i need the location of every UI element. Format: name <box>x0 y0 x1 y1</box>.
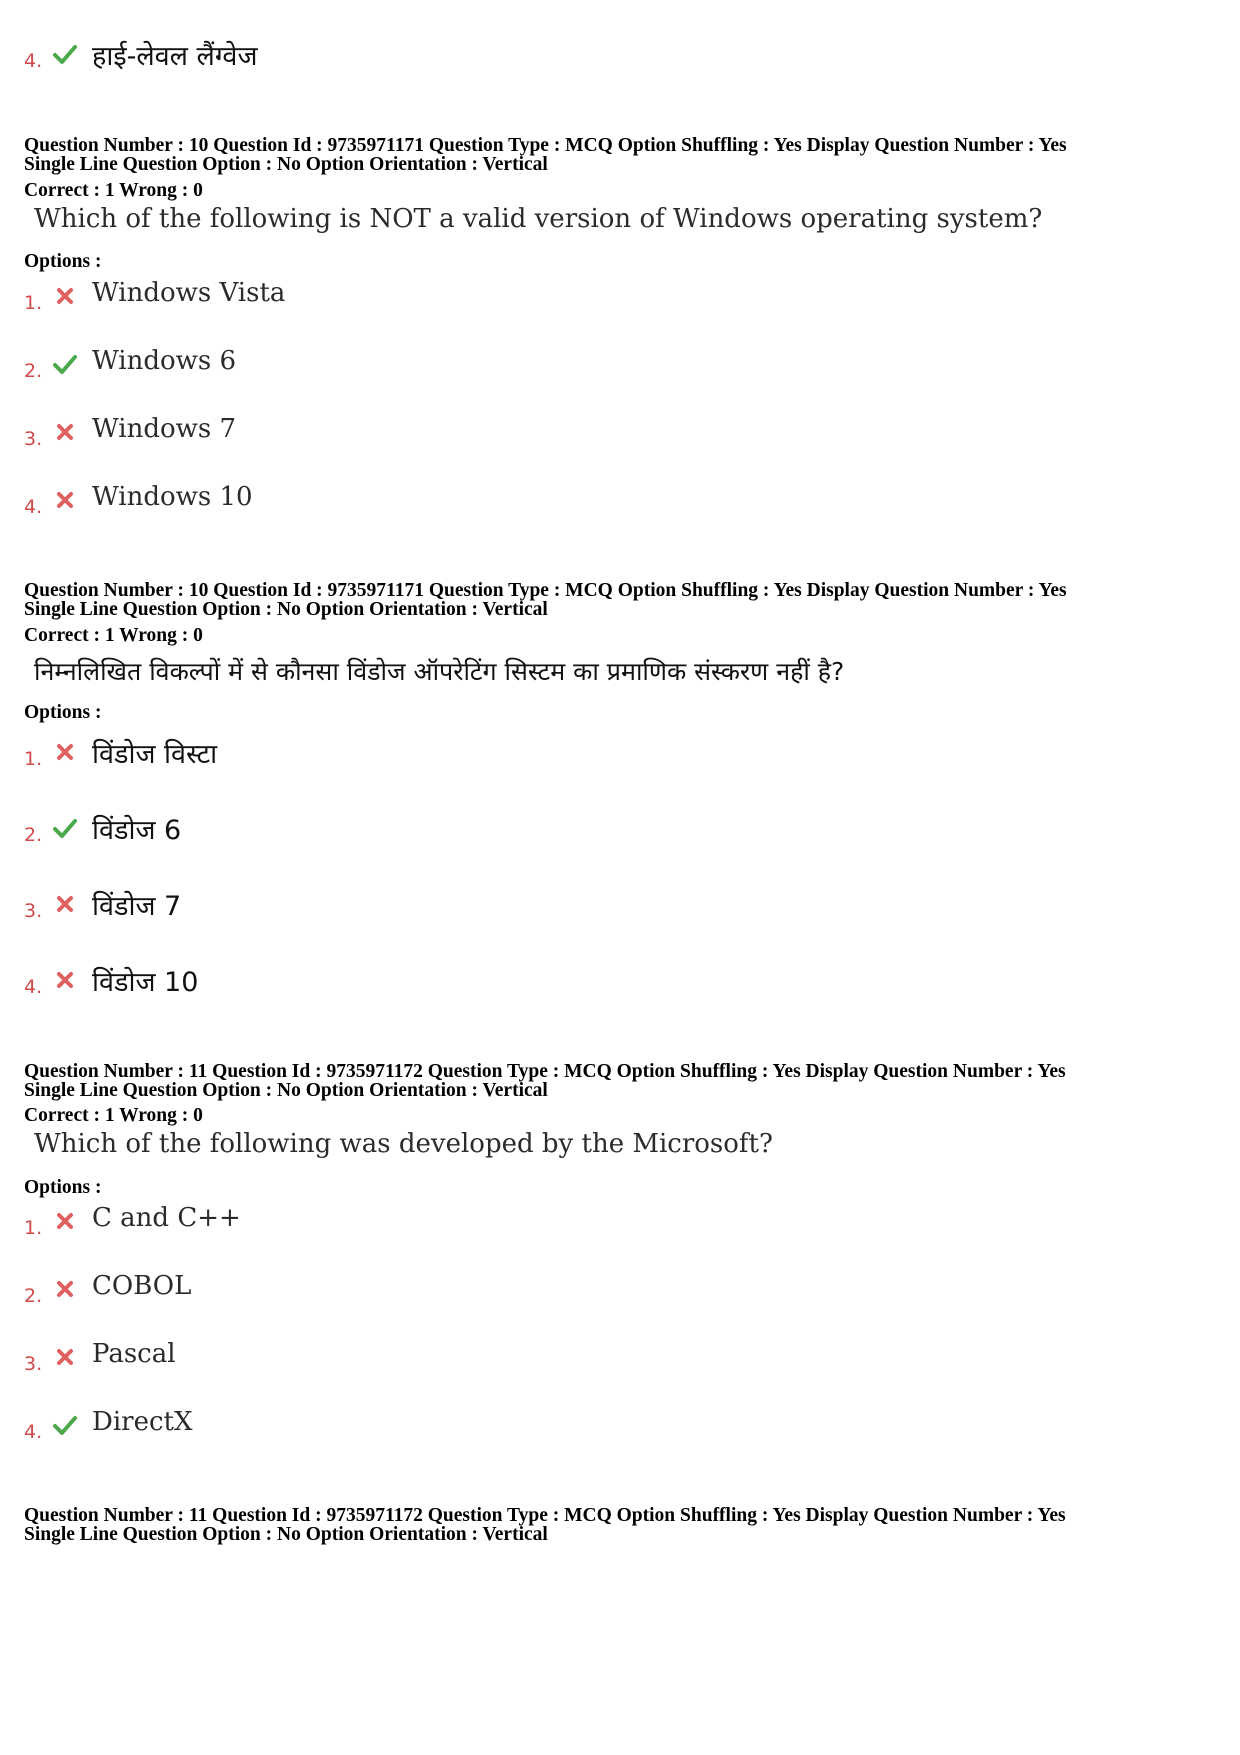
option-number: 1. <box>24 748 43 770</box>
option-number: 2. <box>24 1285 43 1307</box>
check-icon <box>52 816 78 840</box>
check-icon <box>52 42 78 66</box>
check-icon <box>52 1413 78 1437</box>
question-meta: Question Number : 10 Question Id : 9735971171 Question Type : MCQ Option Shuffling : Yes Display Question Number : Yes <box>24 135 1067 156</box>
question-text: Which of the following is NOT a valid version of Windows operating system? <box>34 204 1043 234</box>
question-meta: Question Number : 11 Question Id : 9735971172 Question Type : MCQ Option Shuffling : Yes Display Question Number : Yes <box>24 1061 1066 1082</box>
option-text: विंडोज 7 <box>92 891 182 922</box>
question-meta: Question Number : 10 Question Id : 9735971171 Question Type : MCQ Option Shuffling : Yes Display Question Number : Yes <box>24 580 1067 601</box>
option-number: 2. <box>24 360 43 382</box>
question-meta-options: Single Line Question Option : No Option Orientation : Vertical <box>24 599 548 620</box>
option-text: Windows Vista <box>92 278 286 308</box>
option-text: C and C++ <box>92 1203 241 1233</box>
option-number: 4. <box>24 1421 43 1443</box>
option-number: 2. <box>24 824 43 846</box>
option-number: 3. <box>24 900 43 922</box>
cross-icon <box>52 968 78 992</box>
cross-icon <box>52 740 78 764</box>
option-text: COBOL <box>92 1271 192 1301</box>
question-marks: Correct : 1 Wrong : 0 <box>24 625 203 646</box>
option-text: विंडोज 6 <box>92 815 182 846</box>
option-text: Windows 7 <box>92 414 237 444</box>
cross-icon <box>52 1345 78 1369</box>
option-text: DirectX <box>92 1407 193 1437</box>
question-marks: Correct : 1 Wrong : 0 <box>24 1105 203 1126</box>
check-icon <box>52 352 78 376</box>
cross-icon <box>52 488 78 512</box>
option-text: विंडोज 10 <box>92 967 199 998</box>
question-text: Which of the following was developed by the Microsoft? <box>34 1129 773 1159</box>
question-meta-options: Single Line Question Option : No Option Orientation : Vertical <box>24 154 548 175</box>
question-marks: Correct : 1 Wrong : 0 <box>24 180 203 201</box>
option-number: 4. <box>24 976 43 998</box>
options-label: Options : <box>24 702 102 723</box>
option-text: विंडोज विस्टा <box>92 739 218 770</box>
option-number: 1. <box>24 1217 43 1239</box>
cross-icon <box>52 1277 78 1301</box>
option-text: Pascal <box>92 1339 176 1369</box>
cross-icon <box>52 284 78 308</box>
options-label: Options : <box>24 251 102 272</box>
question-meta-options: Single Line Question Option : No Option Orientation : Vertical <box>24 1080 548 1101</box>
question-meta: Question Number : 11 Question Id : 9735971172 Question Type : MCQ Option Shuffling : Yes Display Question Number : Yes <box>24 1505 1066 1526</box>
question-text: निम्नलिखित विकल्पों में से कौनसा विंडोज ऑपरेटिंग सिस्टम का प्रमाणिक संस्करण नहीं है? <box>34 657 845 686</box>
options-label: Options : <box>24 1177 102 1198</box>
option-text: हाई-लेवल लैंग्वेज <box>92 41 258 72</box>
option-number: 3. <box>24 1353 43 1375</box>
option-number: 4. <box>24 496 43 518</box>
option-number: 4. <box>24 50 43 72</box>
question-meta-options: Single Line Question Option : No Option Orientation : Vertical <box>24 1524 548 1545</box>
option-number: 1. <box>24 292 43 314</box>
option-text: Windows 10 <box>92 482 253 512</box>
option-number: 3. <box>24 428 43 450</box>
cross-icon <box>52 892 78 916</box>
option-text: Windows 6 <box>92 346 237 376</box>
cross-icon <box>52 1209 78 1233</box>
cross-icon <box>52 420 78 444</box>
